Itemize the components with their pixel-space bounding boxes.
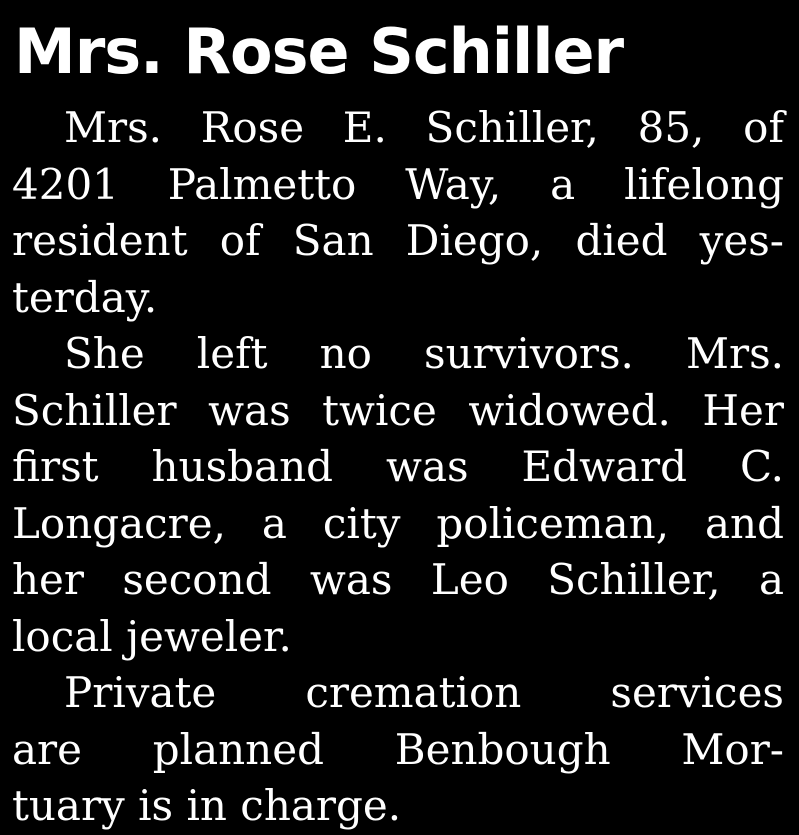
text-line: Private cremation services: [64, 668, 784, 717]
paragraph-services: [12, 665, 784, 835]
text-line: Schiller was twice widowed. Her: [12, 385, 784, 435]
text-line: first husband was Edward C.: [12, 442, 784, 491]
text-line: She left no survivors. Mrs.: [64, 329, 784, 378]
paragraph-death-notice: [12, 100, 784, 326]
text-line: local jeweler.: [12, 611, 292, 661]
text-line: Mrs. Rose E. Schiller, 85, of: [64, 103, 784, 152]
text-line: terday.: [12, 272, 158, 322]
obituary-headline: Mrs. Rose Schiller: [14, 15, 624, 88]
obituary-body: [12, 100, 784, 835]
text-line: Longacre, a city policeman, and: [12, 498, 784, 548]
text-line: 4201 Palmetto Way, a lifelong: [12, 159, 784, 209]
text-line: her second was Leo Schiller, a: [12, 555, 784, 604]
paragraph-survivors: [12, 326, 784, 665]
text-line: resident of San Diego, died yes-: [12, 216, 784, 265]
text-line: tuary is in charge.: [12, 781, 402, 830]
text-line: are planned Benbough Mor-: [12, 724, 784, 774]
